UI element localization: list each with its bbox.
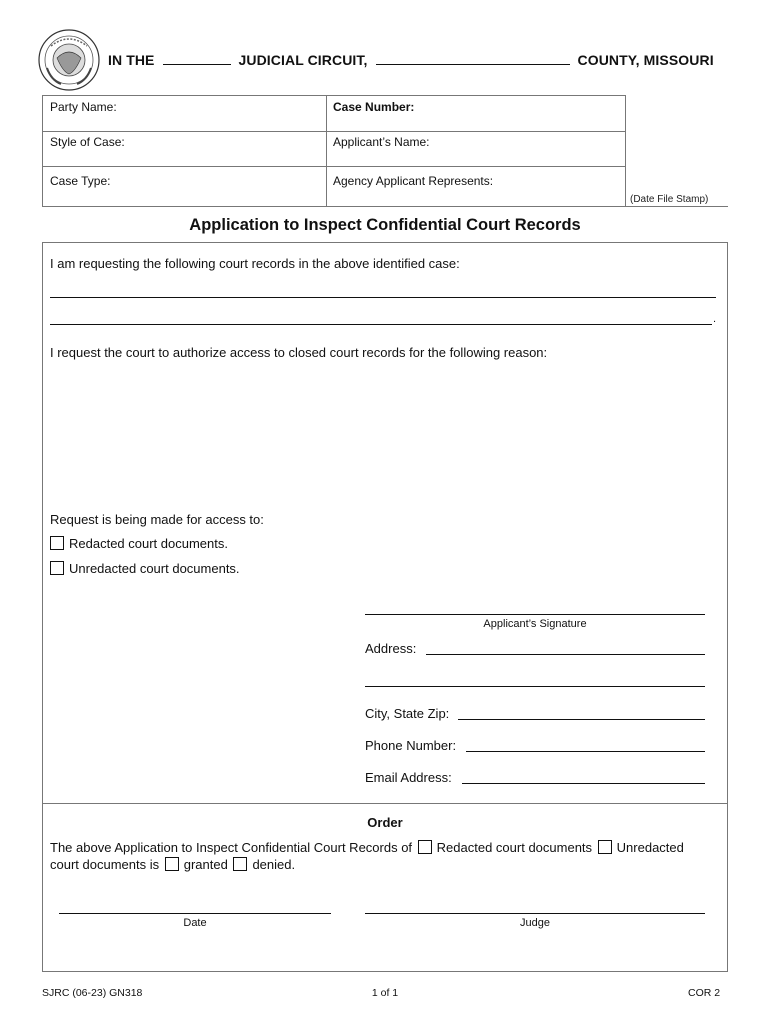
order-text-line-1: The above Application to Inspect Confidential Court Records of Redacted court documents Unredacted [50, 840, 684, 855]
missouri-seal-icon [37, 28, 101, 92]
case-number-label: Case Number: [333, 100, 415, 114]
reason-label: I request the court to authorize access to closed court records for the following reason: [50, 345, 548, 360]
address-line-2[interactable] [365, 686, 705, 687]
city-state-zip-label: City, State Zip: [365, 706, 450, 721]
style-of-case-label: Style of Case: [50, 135, 125, 149]
records-line-1[interactable] [50, 297, 716, 298]
signature-line[interactable] [365, 614, 705, 615]
date-file-stamp-line [626, 206, 728, 207]
order-text-line-2: court documents is granted denied. [50, 857, 296, 872]
date-line[interactable] [59, 913, 331, 914]
case-info-table [42, 95, 626, 207]
unredacted-checkbox[interactable] [50, 561, 64, 575]
access-label: Request is being made for access to: [50, 512, 264, 527]
order-unredacted-checkbox[interactable] [598, 840, 612, 854]
granted-checkbox[interactable] [165, 857, 179, 871]
judge-label: Judge [520, 917, 550, 929]
address-label: Address: [365, 641, 417, 656]
email-label: Email Address: [365, 770, 452, 785]
case-type-label: Case Type: [50, 174, 111, 188]
order-redacted-checkbox[interactable] [418, 840, 432, 854]
header-judicial-circuit: JUDICIAL CIRCUIT, [238, 52, 368, 68]
date-label: Date [183, 917, 207, 929]
form-code: SJRC (06-23) GN318 [42, 987, 143, 999]
date-file-stamp-label: (Date File Stamp) [630, 194, 709, 205]
denied-checkbox[interactable] [233, 857, 247, 871]
judge-line[interactable] [365, 913, 705, 914]
order-heading: Order [367, 815, 403, 830]
applicants-name-label: Applicant’s Name: [333, 135, 430, 149]
court-header [108, 52, 714, 68]
party-name-label: Party Name: [50, 100, 117, 114]
redacted-option[interactable]: Redacted court documents. [50, 536, 228, 551]
phone-line[interactable] [466, 751, 705, 752]
address-line[interactable] [426, 654, 705, 655]
request-intro: I am requesting the following court records in the above identified case: [50, 256, 460, 271]
records-line-2[interactable] [50, 324, 712, 325]
unredacted-option[interactable]: Unredacted court documents. [50, 561, 240, 576]
redacted-checkbox[interactable] [50, 536, 64, 550]
page-title: Application to Inspect Confidential Court Records [189, 216, 581, 234]
form-id: COR 2 [688, 987, 721, 999]
email-line[interactable] [462, 783, 705, 784]
circuit-blank[interactable] [163, 53, 231, 65]
order-divider [42, 803, 728, 804]
header-in-the: IN THE [108, 52, 155, 68]
phone-label: Phone Number: [365, 738, 457, 753]
agency-label: Agency Applicant Represents: [333, 174, 494, 188]
county-blank[interactable] [376, 53, 570, 65]
records-period: . [713, 313, 717, 325]
signature-label: Applicant’s Signature [483, 618, 587, 630]
header-county-missouri: COUNTY, MISSOURI [577, 52, 714, 68]
city-state-zip-line[interactable] [458, 719, 705, 720]
page-number: 1 of 1 [371, 987, 399, 999]
